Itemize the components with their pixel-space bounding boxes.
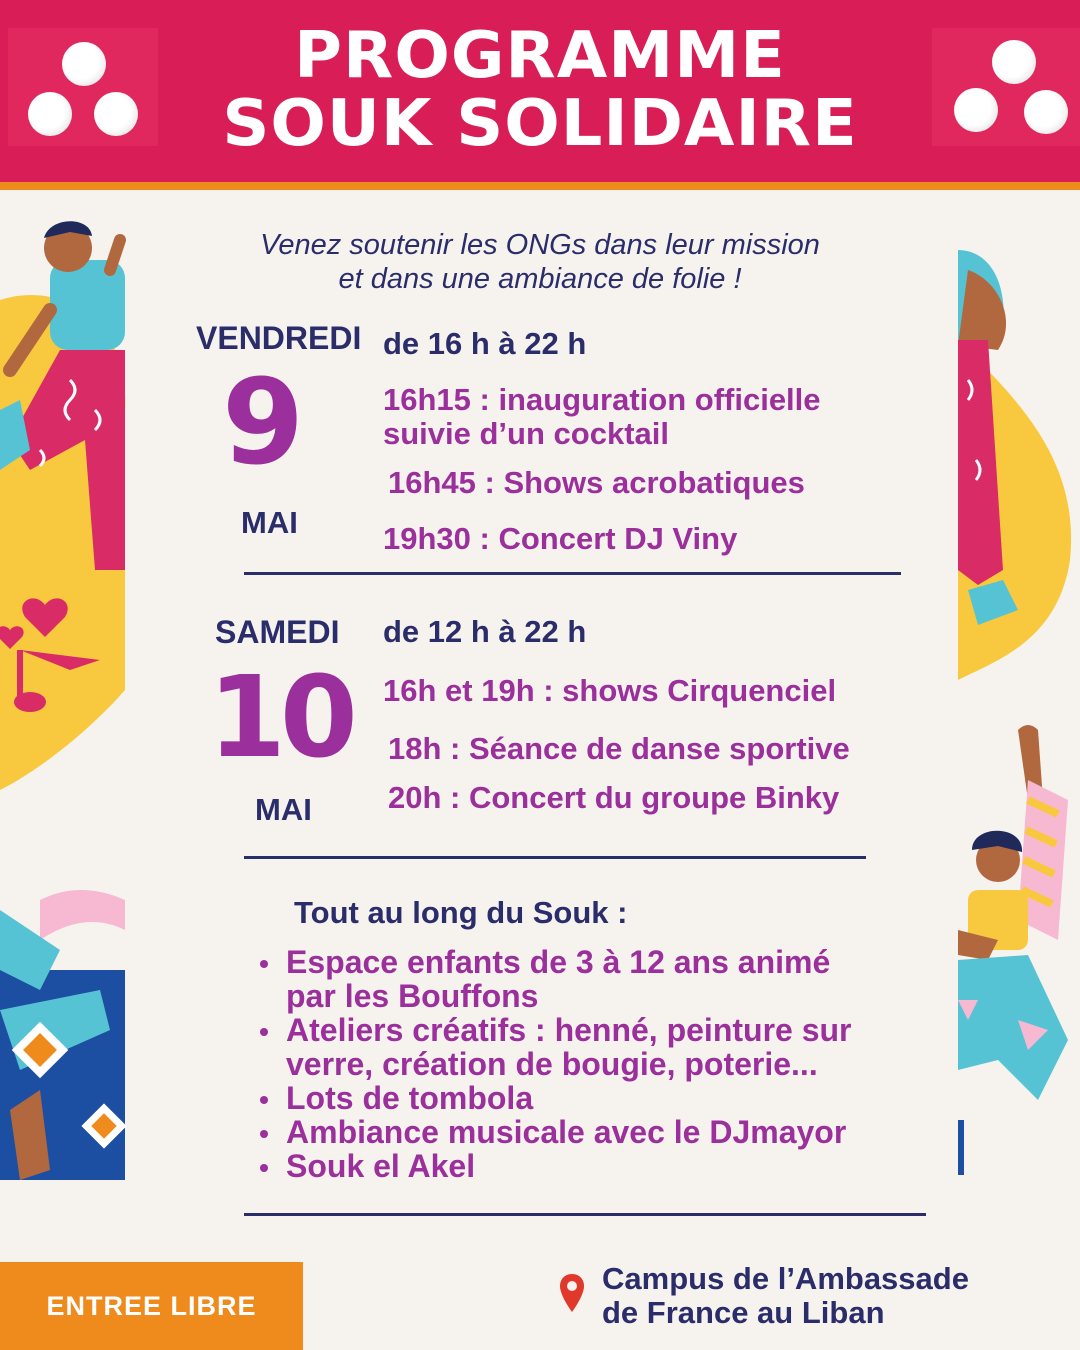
event-saturday-2: 18h : Séance de danse sportive — [388, 731, 850, 766]
day-label-saturday: SAMEDI — [215, 614, 340, 650]
divider — [244, 856, 866, 859]
event-saturday-1: 16h et 19h : shows Cirquenciel — [383, 673, 837, 708]
list-item: Ambiance musicale avec le DJmayor — [258, 1115, 938, 1149]
month-label-saturday: MAI — [255, 792, 312, 827]
list-item: Espace enfants de 3 à 12 ans animé par les Bouffons — [258, 945, 938, 1013]
venue-address: Campus de l’Ambassade de France au Liban — [602, 1261, 969, 1330]
date-number-saturday: 10 — [208, 653, 352, 783]
month-label-friday: MAI — [241, 505, 298, 540]
ongoing-list — [258, 945, 938, 1183]
ongoing-title: Tout au long du Souk : — [294, 895, 628, 930]
event-friday-1: 16h15 : inauguration officielle suivie d’un cocktail — [383, 382, 821, 451]
hours-friday: de 16 h à 22 h — [383, 326, 587, 361]
dancer-illustration-left — [0, 210, 130, 1190]
free-entry-badge: ENTREE LIBRE — [0, 1262, 303, 1350]
date-number-friday: 9 — [222, 353, 305, 491]
event-saturday-3: 20h : Concert du groupe Binky — [388, 780, 840, 815]
hours-saturday: de 12 h à 22 h — [383, 614, 587, 649]
intro-line1: Venez soutenir les ONGs dans leur mission — [260, 229, 820, 261]
header-banner — [0, 0, 1080, 190]
intro-text — [180, 228, 900, 296]
page-title-line2: SOUK SOLIDAIRE — [222, 87, 858, 161]
event-friday-2: 16h45 : Shows acrobatiques — [388, 465, 805, 500]
intro-line2: et dans une ambiance de folie ! — [338, 263, 742, 295]
map-pin-icon — [558, 1272, 586, 1316]
event-friday-3: 19h30 : Concert DJ Viny — [383, 521, 738, 556]
list-item: Souk el Akel — [258, 1149, 938, 1183]
list-item: Ateliers créatifs : henné, peinture sur verre, création de bougie, poterie... — [258, 1013, 938, 1081]
divider — [244, 572, 901, 575]
day-label-friday: VENDREDI — [196, 320, 362, 356]
divider — [244, 1213, 926, 1216]
page-title-line1: PROGRAMME — [294, 19, 786, 93]
dancer-illustration-right — [958, 240, 1080, 1180]
list-item: Lots de tombola — [258, 1081, 938, 1115]
